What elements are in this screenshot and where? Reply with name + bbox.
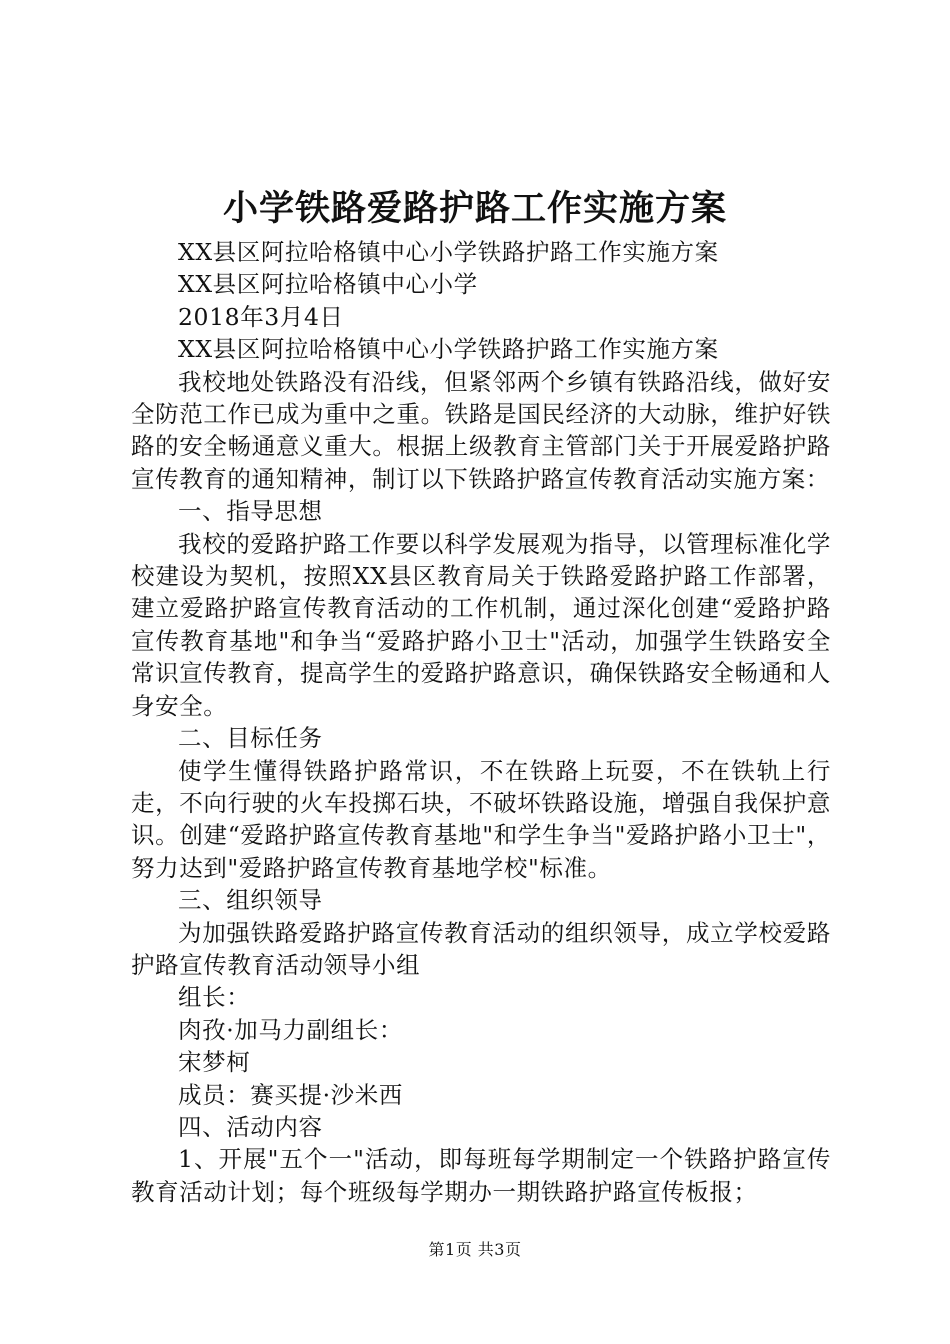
paragraph: XX县区阿拉哈格镇中心小学 (178, 270, 478, 299)
paragraph: 肉孜·加马力副组长： (178, 1015, 403, 1044)
section-heading: 一、指导思想 (178, 497, 323, 526)
paragraph: 组长： (178, 983, 251, 1012)
paragraph: 2018年3月4日 (178, 302, 344, 331)
paragraph: 宋梦柯 (178, 1048, 251, 1077)
section-heading: 二、目标任务 (178, 724, 323, 753)
document-body (131, 236, 831, 1208)
paragraph: 成员：赛买提·沙米西 (178, 1080, 403, 1109)
page-footer: 第1页 共3页 (428, 1240, 522, 1259)
paragraph: XX县区阿拉哈格镇中心小学铁路护路工作实施方案 (178, 238, 719, 266)
paragraph: 我校的爱路护路工作要以科学发展观为指导，以管理标准化学校建设为契机，按照XX县区教育局关于铁路爱路护路工作部署，建立爱路护路宣传教育活动的工作机制，通过深化创建“爱路护路宣传教育基地"和争当“爱路护路小卫士"活动，加强学生铁路安全常识宣传教育，提高学生的爱路护路意识，确保铁路安全畅通和人身安全。 (131, 529, 831, 720)
section-heading: 四、活动内容 (178, 1112, 323, 1141)
paragraph: 1、开展"五个一"活动，即每班每学期制定一个铁路护路宣传教育活动计划；每个班级每学期办一期铁路护路宣传板报； (131, 1145, 831, 1206)
paragraph: 为加强铁路爱路护路宣传教育活动的组织领导，成立学校爱路护路宣传教育活动领导小组 (131, 918, 831, 979)
paragraph: 使学生懂得铁路护路常识，不在铁路上玩耍，不在铁轨上行走，不向行驶的火车投掷石块，不破坏铁路设施，增强自我保护意识。创建“爱路护路宣传教育基地"和学生争当"爱路护路小卫士"，努力达到"爱路护路宣传教育基地学校"标准。 (131, 756, 831, 882)
section-heading: 三、组织领导 (178, 886, 323, 915)
document-title: 小学铁路爱路护路工作实施方案 (222, 188, 727, 229)
paragraph: 我校地处铁路没有沿线，但紧邻两个乡镇有铁路沿线，做好安全防范工作已成为重中之重。铁路是国民经济的大动脉，维护好铁路的安全畅通意义重大。根据上级教育主管部门关于开展爱路护路宣传教育的通知精神，制订以下铁路护路宣传教育活动实施方案： (131, 367, 831, 493)
paragraph: XX县区阿拉哈格镇中心小学铁路护路工作实施方案 (178, 335, 719, 364)
